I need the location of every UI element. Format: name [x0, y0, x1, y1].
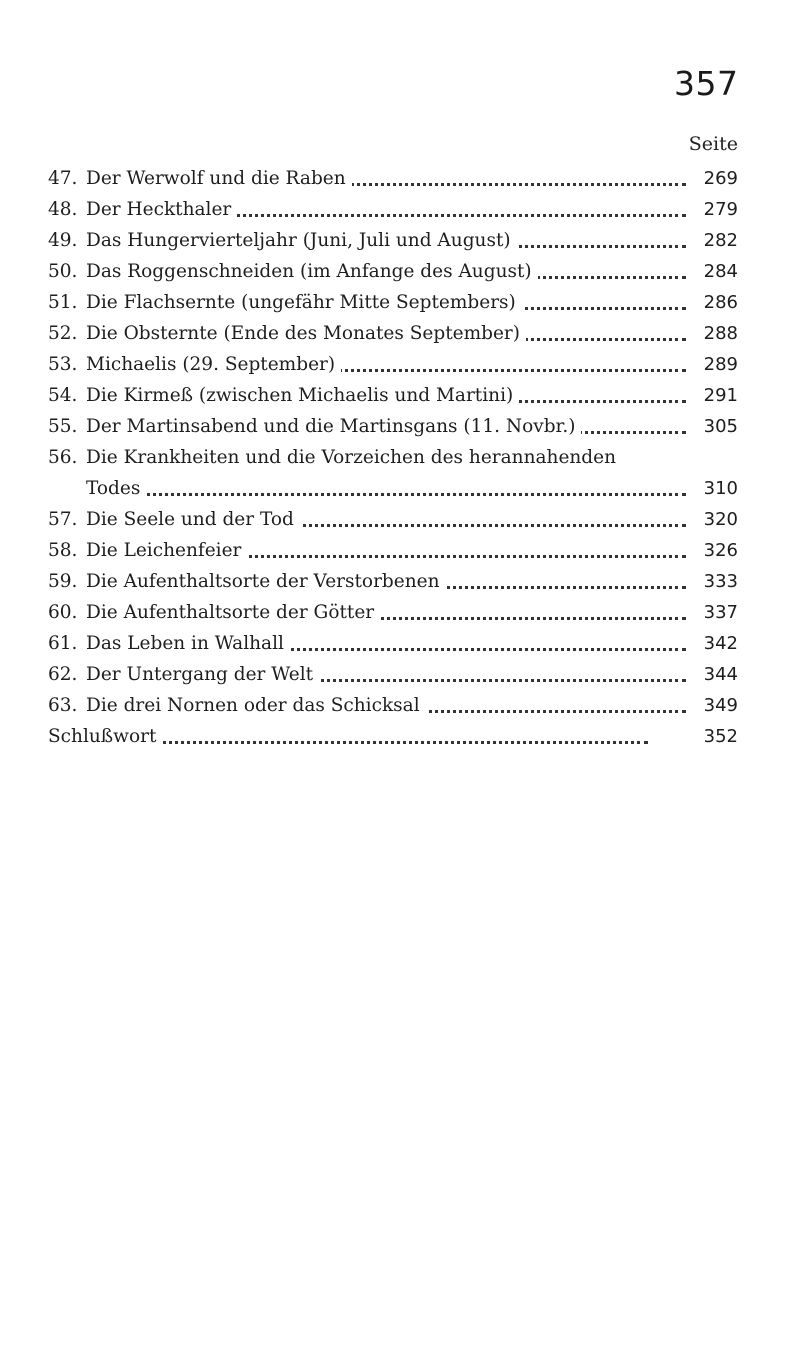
- entry-page: 282: [703, 230, 738, 251]
- dot-leader: [86, 489, 686, 496]
- entry-page: 310: [703, 478, 738, 499]
- toc-entry: [48, 349, 738, 380]
- entry-number: 53.: [48, 354, 78, 375]
- entry-number: 63.: [48, 695, 78, 716]
- toc-entry: [48, 287, 738, 318]
- entry-page: 279: [703, 199, 738, 220]
- entry-number: 61.: [48, 633, 78, 654]
- toc-entry: [48, 194, 738, 225]
- entry-page: 349: [703, 695, 738, 716]
- entry-page: 305: [703, 416, 738, 437]
- entry-page: 284: [703, 261, 738, 282]
- entry-title: Die Seele und der Tod: [86, 509, 300, 530]
- entry-title-line1: Die Krankheiten und die Vorzeichen des herannahenden: [86, 447, 622, 468]
- entry-page: 288: [703, 323, 738, 344]
- entry-title: Die Kirmeß (zwischen Michaelis und Martini): [86, 385, 519, 406]
- entry-title: Der Martinsabend und die Martinsgans (11. Novbr.): [86, 416, 581, 437]
- toc-entry: [48, 721, 738, 752]
- entry-number: 56.: [48, 447, 78, 468]
- entry-number: 62.: [48, 664, 78, 685]
- entry-title: Die Aufenthaltsorte der Verstorbenen: [86, 571, 445, 592]
- toc-entry: [48, 163, 738, 194]
- entry-title: Die Obsternte (Ende des Monates September): [86, 323, 526, 344]
- toc-entry: [48, 659, 738, 690]
- entry-title: Die Leichenfeier: [86, 540, 247, 561]
- entry-title: Die Aufenthaltsorte der Götter: [86, 602, 380, 623]
- entry-page: 326: [703, 540, 738, 561]
- entry-number: 57.: [48, 509, 78, 530]
- entry-page: 269: [703, 168, 738, 189]
- entry-number: 59.: [48, 571, 78, 592]
- entry-number: 54.: [48, 385, 78, 406]
- toc-entry: [48, 411, 738, 442]
- entry-number: 47.: [48, 168, 78, 189]
- toc-entry: [48, 566, 738, 597]
- entry-title-line2: Todes: [86, 478, 146, 499]
- toc-entry: [48, 597, 738, 628]
- toc-entry: [48, 690, 738, 721]
- page-column-header: Seite: [688, 133, 738, 155]
- entry-title: Die drei Nornen oder das Schicksal: [86, 695, 426, 716]
- entry-page: 286: [703, 292, 738, 313]
- toc-entry: [48, 225, 738, 256]
- toc-entry: [48, 504, 738, 535]
- entry-page: 291: [703, 385, 738, 406]
- toc-entry: [48, 442, 738, 504]
- entry-number: 49.: [48, 230, 78, 251]
- entry-title: Das Leben in Walhall: [86, 633, 290, 654]
- entry-number: 50.: [48, 261, 78, 282]
- entry-title: Schlußwort: [48, 726, 162, 747]
- entry-number: 60.: [48, 602, 78, 623]
- entry-title: Michaelis (29. September): [86, 354, 341, 375]
- entry-number: 48.: [48, 199, 78, 220]
- toc-entry: [48, 256, 738, 287]
- entry-number: 55.: [48, 416, 78, 437]
- entry-title: Der Heckthaler: [86, 199, 237, 220]
- entry-number: 51.: [48, 292, 78, 313]
- entry-page: 289: [703, 354, 738, 375]
- toc-entry: [48, 535, 738, 566]
- entry-page: 320: [703, 509, 738, 530]
- entry-title: Der Werwolf und die Raben: [86, 168, 352, 189]
- entry-page: 337: [703, 602, 738, 623]
- entry-number: 58.: [48, 540, 78, 561]
- entry-number: 52.: [48, 323, 78, 344]
- toc-entry: [48, 628, 738, 659]
- entry-title: Die Flachsernte (ungefähr Mitte Septembers): [86, 292, 522, 313]
- table-of-contents: [48, 163, 738, 752]
- entry-title: Das Hungervierteljahr (Juni, Juli und August): [86, 230, 517, 251]
- toc-entry: [48, 318, 738, 349]
- entry-title: Der Untergang der Welt: [86, 664, 319, 685]
- entry-page: 352: [703, 726, 738, 747]
- entry-page: 342: [703, 633, 738, 654]
- entry-page: 344: [703, 664, 738, 685]
- toc-entry: [48, 380, 738, 411]
- entry-title: Das Roggenschneiden (im Anfange des August): [86, 261, 538, 282]
- page-number: 357: [674, 64, 739, 103]
- entry-page: 333: [703, 571, 738, 592]
